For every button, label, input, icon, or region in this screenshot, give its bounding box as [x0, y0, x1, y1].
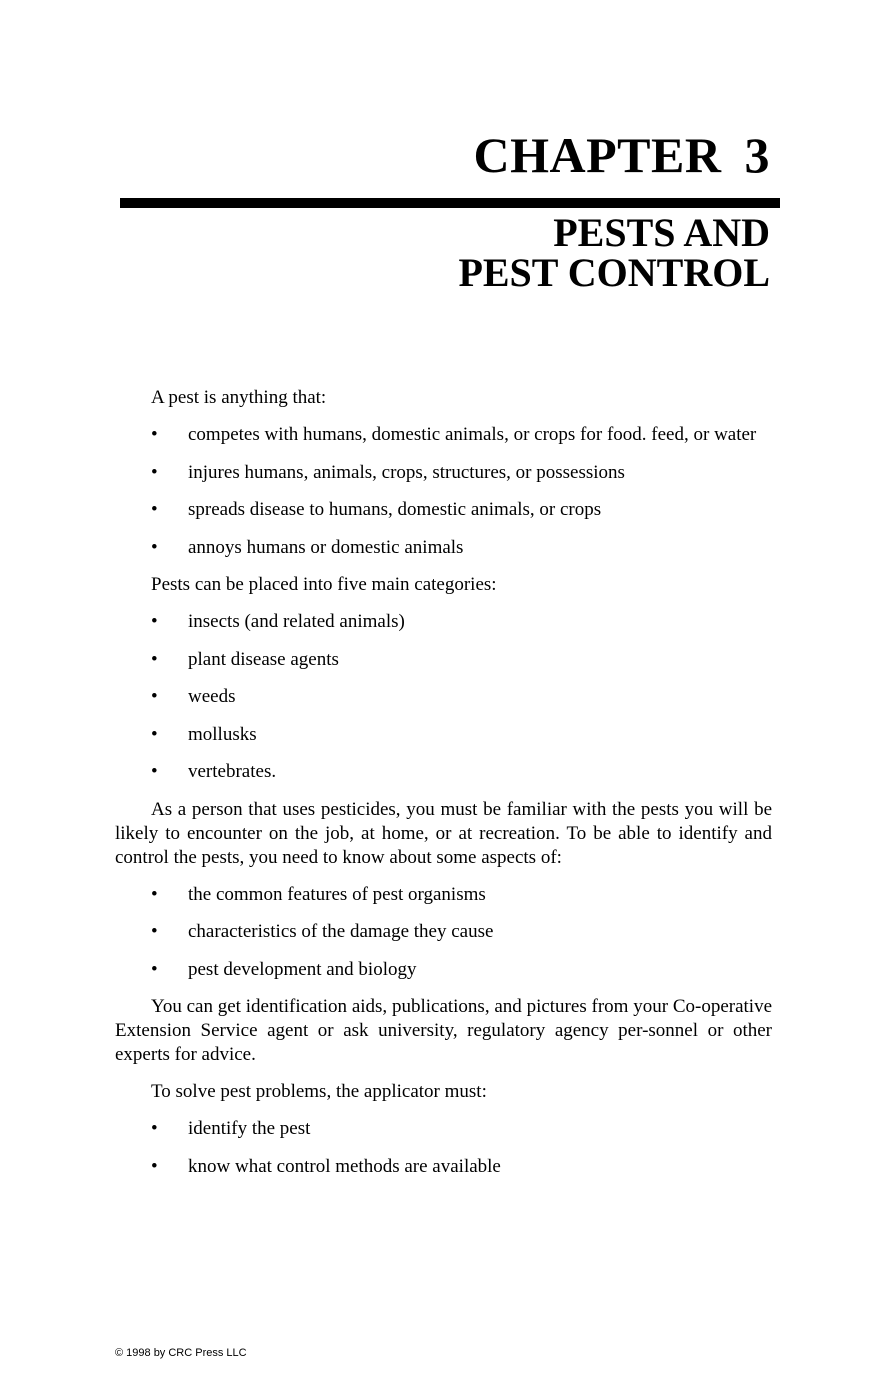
bullet-icon: •	[151, 686, 158, 707]
chapter-body	[115, 386, 772, 1192]
intro-paragraph: A pest is anything that:	[151, 387, 327, 408]
list-item: • insects (and related animals)	[151, 611, 405, 632]
pest-definition-list	[115, 423, 772, 560]
identification-paragraph: You can get identification aids, publications, and pictures from your Co-operative Extension Service agent or ask university, regulatory agency per-sonnel or other experts for advice.	[115, 996, 772, 1065]
list-item: • characteristics of the damage they cause	[151, 921, 494, 942]
bullet-icon: •	[151, 1155, 158, 1177]
list-item: • competes with humans, domestic animals, or crops for food. feed, or water	[151, 424, 757, 445]
list-item: • injures humans, animals, crops, structures, or possessions	[151, 461, 625, 483]
categories-intro-paragraph: Pests can be placed into five main categories:	[151, 574, 497, 595]
chapter-heading: CHAPTER 3	[473, 127, 770, 183]
list-item: • weeds	[151, 686, 236, 707]
list-item: • plant disease agents	[151, 648, 339, 670]
list-item: • mollusks	[151, 723, 257, 745]
bullet-icon: •	[151, 461, 158, 483]
bullet-icon: •	[151, 648, 158, 670]
bullet-icon: •	[151, 611, 158, 632]
bullet-icon: •	[151, 723, 158, 745]
bullet-icon: •	[151, 1118, 158, 1139]
list-item: • the common features of pest organisms	[151, 883, 486, 905]
list-item: • spreads disease to humans, domestic animals, or crops	[151, 499, 602, 520]
copyright-footer: © 1998 by CRC Press LLC	[115, 1347, 247, 1359]
list-item: • identify the pest	[151, 1118, 311, 1139]
pest-categories-list	[115, 610, 772, 784]
pest-aspects-list	[115, 883, 772, 982]
bullet-icon: •	[151, 424, 158, 445]
list-item: • pest development and biology	[151, 958, 417, 980]
bullet-icon: •	[151, 499, 158, 520]
list-item: • vertebrates.	[151, 761, 277, 782]
solve-intro-paragraph: To solve pest problems, the applicator must:	[151, 1081, 487, 1102]
chapter-title	[458, 210, 770, 295]
bullet-icon: •	[151, 921, 158, 942]
solve-steps-list	[115, 1117, 772, 1179]
chapter-rule	[120, 198, 780, 208]
chapter-title-line-2: PEST CONTROL	[458, 250, 770, 295]
familiar-paragraph: As a person that uses pesticides, you must be familiar with the pests you will be likely to encounter on the job, at home, or at recreation. To be able to identify and control the pests, you need to know about some aspects of:	[115, 798, 772, 868]
bullet-icon: •	[151, 536, 158, 558]
chapter-title-line-1: PESTS AND	[553, 210, 770, 255]
bullet-icon: •	[151, 761, 158, 782]
list-item: • annoys humans or domestic animals	[151, 536, 464, 558]
bullet-icon: •	[151, 883, 158, 905]
bullet-icon: •	[151, 958, 158, 980]
list-item: • know what control methods are available	[151, 1155, 501, 1177]
